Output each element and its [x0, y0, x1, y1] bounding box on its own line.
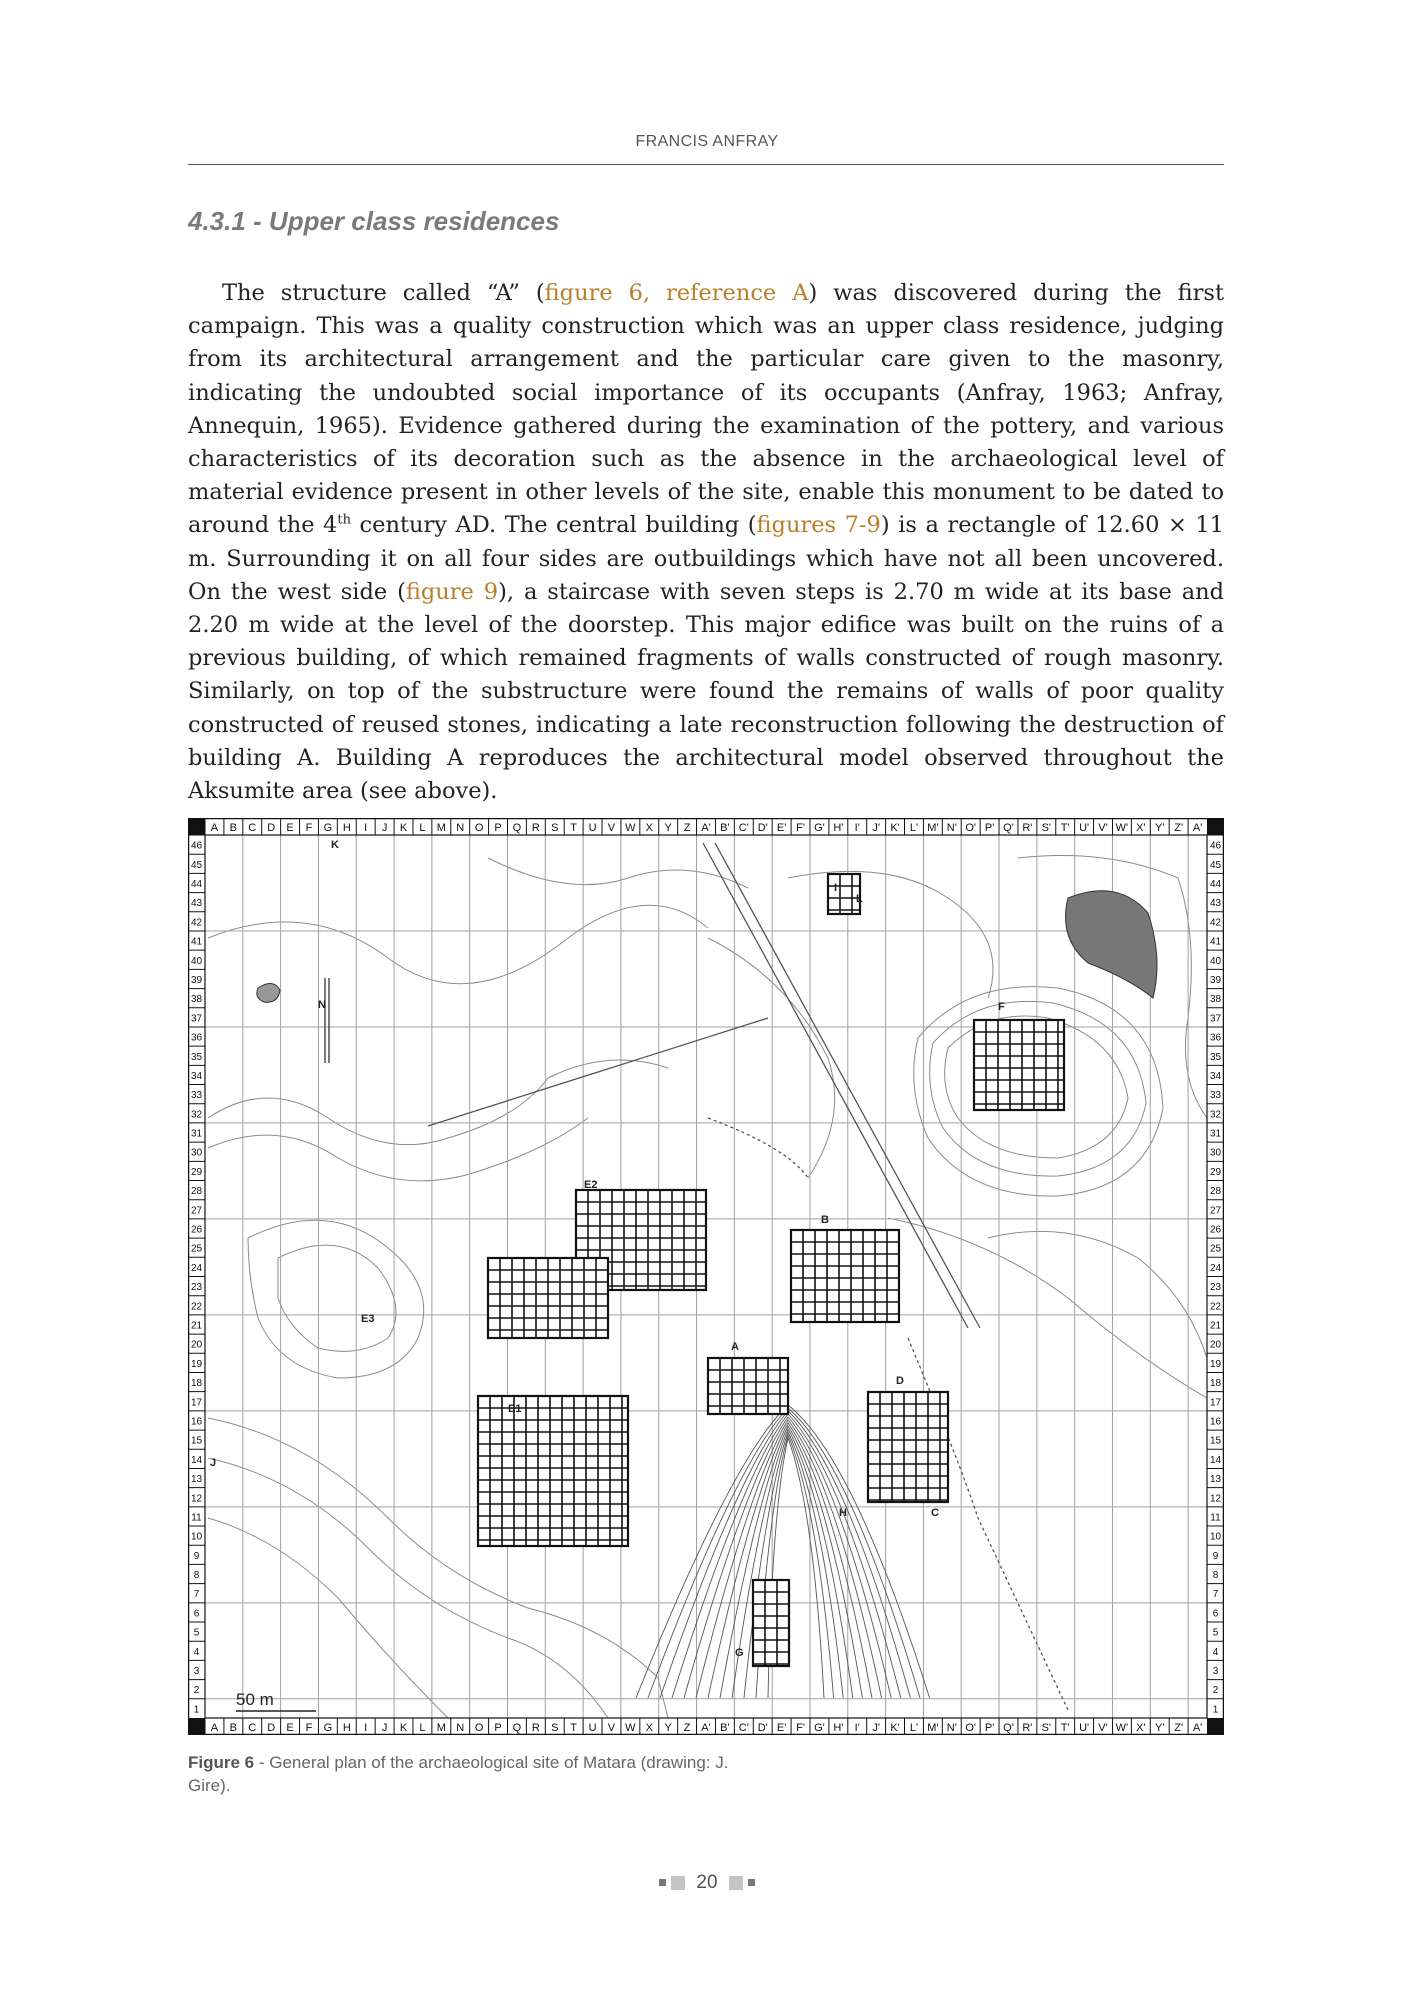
grid-row-label: 14	[1209, 1454, 1222, 1466]
grid-row-label: 2	[1212, 1685, 1219, 1697]
page-footer	[0, 1872, 1414, 1894]
grid-column-label: Z'	[1174, 822, 1184, 834]
grid-column-label: K	[399, 822, 408, 834]
grid-column-label: W'	[1115, 1722, 1129, 1734]
grid-row-label: 23	[190, 1282, 203, 1294]
figure-reference-link[interactable]: figure 6, reference A	[544, 280, 809, 306]
grid-row-label: 27	[1209, 1205, 1222, 1217]
grid-column-label: E'	[776, 1722, 787, 1734]
grid-row-label: 31	[190, 1128, 203, 1140]
grid-row-label: 14	[190, 1454, 203, 1466]
grid-column-label: V'	[1098, 822, 1108, 834]
grid-row-label: 16	[1209, 1416, 1222, 1428]
grid-column-label: I'	[854, 822, 860, 834]
label-d: D	[896, 1375, 904, 1387]
grid-column-label: T'	[1060, 1722, 1070, 1734]
grid-row-label: 13	[190, 1474, 203, 1486]
grid-row-label: 9	[1212, 1550, 1219, 1562]
paragraph-text: ) is a rectangle of 12.60 × 11 m. Surrounding it on all four sides are outbuildings which have not all been uncovered. On the west side (	[188, 512, 1224, 605]
grid-row-label: 12	[190, 1493, 203, 1505]
grid-row-label: 38	[190, 994, 203, 1006]
grid-row-label: 25	[190, 1243, 203, 1255]
label-l: L	[856, 893, 863, 905]
building-a	[708, 1358, 788, 1414]
paragraph-text: ) was discovered during the first campaign. This was a quality construction which was an upper class residence, judging from its architectural arrangement and the particular care given to the masonry, indicating the undoubted social importance of its occupants (Anfray, 1963; Anfray, Annequin, 1965). Evidence gathered during the examination of the pottery, and various characteristics of its decoration such as the absence in the archaeological level of material evidence present in other levels of the site, enable this monument to be dated to around the 4	[188, 280, 1225, 539]
grid-row-label: 29	[190, 1166, 203, 1178]
grid-row-label: 24	[190, 1262, 203, 1274]
building-d-c	[868, 1392, 948, 1502]
grid-column-label: A'	[1192, 1722, 1203, 1734]
grid-column-label: W'	[1115, 822, 1129, 834]
grid-row-label: 8	[193, 1570, 200, 1582]
building-b	[791, 1230, 899, 1322]
grid-column-label: Z	[683, 1722, 691, 1734]
label-k: K	[331, 839, 339, 851]
label-e3: E3	[361, 1313, 375, 1325]
grid-column-label: P	[494, 1722, 502, 1734]
grid-column-label: J	[381, 1722, 388, 1734]
grid-column-label: H	[342, 822, 351, 834]
grid-row-label: 4	[1212, 1646, 1219, 1658]
paragraph-text: ), a staircase with seven steps is 2.70 m wide at its base and 2.20 m wide at the level of the doorstep. This major edifice was built on the ruins of a previous building, of which remained fragments of walls constructed of rough masonry. Similarly, on top of the substructure were found the remains of walls of poor quality constructed of reused stones, indicating a late reconstruction following the destruction of building A. Building A reproduces the architectural model observed throughout the Aksumite area (see above).	[188, 578, 1225, 805]
building-e2-west	[488, 1258, 608, 1338]
grid-row-label: 34	[190, 1070, 203, 1082]
grid-column-label: S	[551, 1722, 559, 1734]
grid-column-label: W	[625, 822, 636, 834]
grid-column-label: E'	[776, 822, 787, 834]
grid-column-label: B	[229, 1722, 238, 1734]
grid-column-label: K	[399, 1722, 408, 1734]
grid-row-label: 1	[193, 1704, 200, 1716]
grid-column-label: T	[570, 1722, 578, 1734]
grid-row-label: 27	[190, 1205, 203, 1217]
grid-row-label: 9	[193, 1550, 200, 1562]
label-i: I	[834, 882, 838, 894]
grid-column-label: L'	[909, 1722, 919, 1734]
grid-column-label: A'	[701, 822, 711, 834]
figure-caption-label: Figure 6	[188, 1753, 255, 1772]
grid-row-label: 42	[1209, 917, 1222, 929]
grid-row-label: 15	[190, 1435, 203, 1447]
grid-row-label: 32	[190, 1109, 203, 1121]
grid-row-label: 38	[1209, 994, 1222, 1006]
grid-row-label: 35	[190, 1051, 203, 1063]
footer-ornament-icon	[729, 1876, 743, 1890]
grid-column-label: X'	[1136, 822, 1146, 834]
grid-row-label: 30	[1209, 1147, 1222, 1159]
grid-row-label: 1	[1212, 1704, 1219, 1716]
grid-column-label: X	[645, 822, 653, 834]
grid-row-label: 36	[190, 1032, 203, 1044]
grid-column-label: C'	[738, 1722, 749, 1734]
grid-column-label: P'	[984, 1722, 995, 1734]
label-e2: E2	[584, 1179, 598, 1191]
grid-column-label: G	[323, 822, 333, 834]
grid-column-label: C	[248, 822, 257, 834]
grid-column-label: H	[342, 1722, 351, 1734]
grid-column-label: F'	[796, 822, 805, 834]
grid-row-label: 33	[190, 1090, 203, 1102]
grid-row-label: 6	[1212, 1608, 1219, 1620]
grid-row-label: 32	[1209, 1109, 1222, 1121]
grid-column-label: N	[456, 822, 465, 834]
grid-column-label: I	[364, 822, 368, 834]
grid-column-label: Y'	[1155, 822, 1165, 834]
grid-column-label: S'	[1041, 1722, 1052, 1734]
grid-column-label: D'	[757, 822, 768, 834]
grid-row-label: 23	[1209, 1282, 1222, 1294]
grid-column-label: U'	[1079, 822, 1090, 834]
label-b: B	[821, 1214, 829, 1226]
grid-column-label: R	[531, 822, 540, 834]
grid-column-label: O	[474, 1722, 484, 1734]
page-number: 20	[696, 1872, 718, 1893]
grid-column-label: F'	[796, 1722, 805, 1734]
grid-column-label: U	[588, 822, 597, 834]
paragraph-text: The structure called “A” (	[222, 280, 545, 306]
body-paragraph	[188, 277, 1224, 808]
footer-ornament-icon	[659, 1879, 666, 1886]
label-j: J	[210, 1457, 217, 1469]
section-heading: 4.3.1 - Upper class residences	[188, 206, 560, 236]
grid-row-label: 5	[1212, 1627, 1219, 1639]
grid-column-label: O	[474, 822, 484, 834]
grid-column-label: H'	[833, 1722, 844, 1734]
running-head: FRANCIS ANFRAY	[635, 133, 779, 150]
grid-row-label: 3	[1212, 1666, 1219, 1678]
grid-column-label: D'	[757, 1722, 768, 1734]
grid-row-label: 21	[1209, 1320, 1222, 1332]
grid-row-label: 8	[1212, 1570, 1219, 1582]
grid-row-label: 3	[193, 1666, 200, 1678]
grid-row-label: 5	[193, 1627, 200, 1639]
label-c: C	[931, 1507, 939, 1519]
grid-column-label: A	[210, 1722, 219, 1734]
grid-column-label: Y	[664, 822, 672, 834]
grid-column-label: Q	[512, 822, 522, 834]
grid-row-label: 34	[1209, 1070, 1222, 1082]
grid-column-label: P	[494, 822, 502, 834]
label-a: A	[731, 1341, 739, 1353]
grid-row-label: 43	[190, 898, 203, 910]
grid-column-label: P'	[984, 822, 995, 834]
grid-row-label: 11	[1210, 1512, 1221, 1524]
grid-column-label: D	[267, 1722, 276, 1734]
grid-column-label: C	[248, 1722, 257, 1734]
label-north: N	[318, 999, 326, 1011]
grid-row-label: 43	[1209, 898, 1222, 910]
grid-column-label: Y	[664, 1722, 672, 1734]
grid-row-label: 28	[190, 1186, 203, 1198]
grid-row-label: 37	[190, 1013, 203, 1025]
grid-row-label: 17	[190, 1397, 203, 1409]
grid-column-label: G	[323, 1722, 333, 1734]
grid-column-label: R'	[1022, 1722, 1033, 1734]
grid-row-label: 15	[1209, 1435, 1222, 1447]
grid-column-label: X'	[1136, 1722, 1146, 1734]
grid-column-label: L	[419, 822, 426, 834]
site-plan-map	[188, 818, 1224, 1735]
grid-row-label: 46	[1209, 840, 1222, 852]
grid-column-label: R'	[1022, 822, 1033, 834]
figure-caption-text: - General plan of the archaeological site of Matara (drawing: J. Gire).	[188, 1753, 729, 1795]
grid-column-label: F	[305, 1722, 313, 1734]
grid-column-label: A	[210, 822, 219, 834]
grid-row-label: 44	[190, 878, 203, 890]
grid-row-label: 22	[1209, 1301, 1222, 1313]
figure-reference-link[interactable]: figure 9	[405, 578, 499, 605]
grid-column-label: N'	[946, 1722, 957, 1734]
grid-row-label: 2	[193, 1685, 200, 1697]
grid-row-label: 29	[1209, 1166, 1222, 1178]
grid-row-label: 19	[1209, 1358, 1222, 1370]
grid-row-label: 30	[190, 1147, 203, 1159]
grid-column-label: G'	[814, 1722, 825, 1734]
grid-column-label: K'	[890, 1722, 900, 1734]
grid-column-label: V'	[1098, 1722, 1108, 1734]
grid-row-label: 44	[1209, 878, 1222, 890]
label-g: G	[735, 1647, 744, 1659]
grid-column-label: M'	[927, 1722, 939, 1734]
grid-column-label: X	[645, 1722, 653, 1734]
grid-row-label: 18	[190, 1378, 203, 1390]
scale-label: 50 m	[236, 1690, 274, 1709]
grid-column-label: A'	[701, 1722, 711, 1734]
building-f	[974, 1020, 1064, 1110]
grid-column-label: L	[419, 1722, 426, 1734]
grid-row-label: 20	[1209, 1339, 1222, 1351]
grid-column-label: W	[625, 1722, 636, 1734]
grid-row-label: 7	[1212, 1589, 1219, 1601]
figure-reference-link[interactable]: figures 7-9	[756, 512, 881, 539]
grid-row-label: 22	[190, 1301, 203, 1313]
grid-column-label: F	[305, 822, 313, 834]
grid-column-label: I	[364, 1722, 368, 1734]
grid-column-label: T'	[1060, 822, 1070, 834]
grid-column-label: U	[588, 1722, 597, 1734]
grid-column-label: J'	[872, 1722, 880, 1734]
building-g	[753, 1580, 789, 1666]
site-plan-figure	[188, 818, 1224, 1735]
grid-column-label: N	[456, 1722, 465, 1734]
grid-row-label: 16	[190, 1416, 203, 1428]
grid-row-label: 4	[193, 1646, 200, 1658]
grid-column-label: O'	[965, 822, 977, 834]
grid-column-label: B'	[720, 1722, 730, 1734]
grid-column-label: L'	[909, 822, 919, 834]
grid-column-label: Q'	[1003, 822, 1014, 834]
grid-row-label: 7	[193, 1589, 200, 1601]
grid-column-label: E	[286, 1722, 294, 1734]
grid-column-label: A'	[1192, 822, 1203, 834]
label-e1: E1	[508, 1403, 522, 1415]
grid-row-label: 40	[1209, 955, 1222, 967]
grid-row-label: 33	[1209, 1090, 1222, 1102]
grid-row-label: 41	[190, 936, 203, 948]
grid-column-label: M	[436, 822, 446, 834]
grid-row-label: 21	[190, 1320, 203, 1332]
grid-row-label: 35	[1209, 1051, 1222, 1063]
grid-row-label: 26	[1209, 1224, 1222, 1236]
grid-row-label: 24	[1209, 1262, 1222, 1274]
grid-row-label: 28	[1209, 1186, 1222, 1198]
grid-column-label: U'	[1079, 1722, 1090, 1734]
grid-row-label: 39	[190, 974, 203, 986]
grid-column-label: C'	[738, 822, 749, 834]
grid-column-label: T	[570, 822, 578, 834]
grid-column-label: I'	[854, 1722, 860, 1734]
grid-column-label: B'	[720, 822, 730, 834]
grid-row-label: 6	[193, 1608, 200, 1620]
grid-column-label: J'	[872, 822, 880, 834]
superscript: th	[337, 512, 351, 528]
grid-column-label: Z'	[1174, 1722, 1184, 1734]
grid-column-label: Y'	[1155, 1722, 1165, 1734]
grid-column-label: Z	[683, 822, 691, 834]
figure-caption	[188, 1751, 748, 1797]
grid-column-label: S'	[1041, 822, 1052, 834]
grid-column-label: Q'	[1003, 1722, 1014, 1734]
grid-column-label: V	[607, 822, 616, 834]
grid-row-label: 41	[1209, 936, 1222, 948]
grid-row-label: 10	[1209, 1531, 1222, 1543]
grid-row-label: 46	[190, 840, 203, 852]
label-f: F	[998, 1001, 1005, 1013]
grid-column-label: V	[607, 1722, 616, 1734]
grid-row-label: 13	[1209, 1474, 1222, 1486]
grid-column-label: E	[286, 822, 294, 834]
grid-row-label: 37	[1209, 1013, 1222, 1025]
grid-row-label: 25	[1209, 1243, 1222, 1255]
grid-row-label: 19	[190, 1358, 203, 1370]
grid-column-label: G'	[814, 822, 825, 834]
grid-row-label: 20	[190, 1339, 203, 1351]
header-rule	[188, 164, 1224, 165]
grid-column-label: R	[531, 1722, 540, 1734]
grid-row-label: 40	[190, 955, 203, 967]
footer-ornament-icon	[748, 1879, 755, 1886]
grid-row-label: 17	[1209, 1397, 1222, 1409]
label-h: H	[839, 1507, 847, 1519]
grid-column-label: D	[267, 822, 276, 834]
grid-row-label: 39	[1209, 974, 1222, 986]
building-e1	[478, 1396, 628, 1546]
grid-row-label: 31	[1209, 1128, 1222, 1140]
grid-column-label: B	[229, 822, 238, 834]
grid-column-label: N'	[946, 822, 957, 834]
grid-column-label: J	[381, 822, 388, 834]
grid-row-label: 36	[1209, 1032, 1222, 1044]
grid-column-label: K'	[890, 822, 900, 834]
grid-row-label: 45	[190, 859, 203, 871]
grid-column-label: S	[551, 822, 559, 834]
grid-column-label: M	[436, 1722, 446, 1734]
grid-row-label: 10	[190, 1531, 203, 1543]
paragraph-text: century AD. The central building (	[350, 512, 757, 539]
footer-ornament-icon	[671, 1876, 685, 1890]
grid-row-label: 18	[1209, 1378, 1222, 1390]
grid-row-label: 45	[1209, 859, 1222, 871]
grid-row-label: 12	[1209, 1493, 1222, 1505]
grid-row-label: 11	[191, 1512, 202, 1524]
grid-column-label: O'	[965, 1722, 977, 1734]
grid-column-label: H'	[833, 822, 844, 834]
grid-row-label: 42	[190, 917, 203, 929]
grid-row-label: 26	[190, 1224, 203, 1236]
grid-column-label: M'	[927, 822, 939, 834]
grid-column-label: Q	[512, 1722, 522, 1734]
